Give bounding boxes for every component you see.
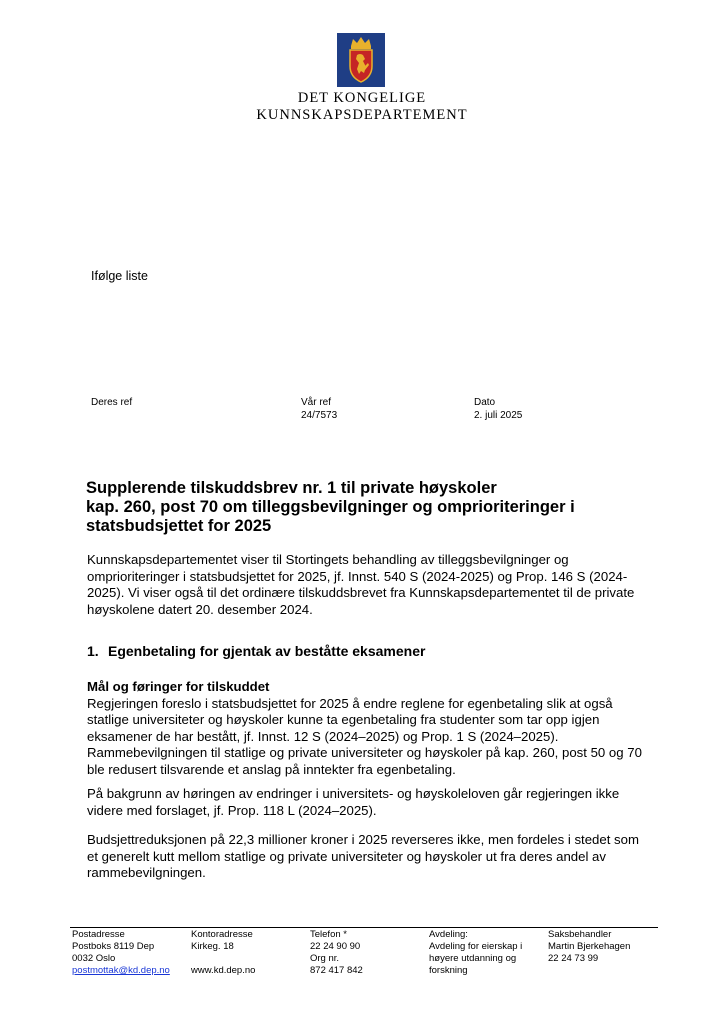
footer-telefon: Telefon * 22 24 90 90 Org nr. 872 417 842 [310,929,363,976]
section-title: Egenbetaling for gjentak av beståtte eksamener [108,643,426,659]
letter-title: Supplerende tilskuddsbrev nr. 1 til private høyskoler kap. 260, post 70 om tilleggsbevilgninger og omprioriteringer i statsbudsjettet for 2025 [86,479,575,535]
section-heading [87,643,425,659]
footer-kontoradresse: Kontoradresse Kirkeg. 18 www.kd.dep.no [191,929,256,976]
subheading: Mål og føringer for tilskuddet [87,679,270,694]
footer-divider [70,927,658,928]
section-body-2: På bakgrunn av høringen av endringer i universitets- og høyskoleloven går regjeringen ikke videre med forslaget, jf. Prop. 118 L (2024–2025). [87,786,620,818]
footer-avdeling: Avdeling: Avdeling for eierskap i høyere utdanning og forskning [429,929,523,976]
section-number: 1. [87,643,99,659]
email-link[interactable]: postmottak@kd.dep.no [72,965,170,976]
var-ref-value: 24/7573 [301,410,338,421]
deres-ref-label: Deres ref [91,397,133,408]
section-body-3: Budsjettreduksjonen på 22,3 millioner kroner i 2025 reverseres ikke, men fordeles i stedet som et generelt kutt mellom statlige og private universiteter og høyskoler ut fra deres andel av rammebevilgningen. [87,832,639,881]
var-ref-label: Vår ref [301,397,332,408]
coat-of-arms-icon [337,33,385,87]
intro-paragraph: Kunnskapsdepartementet viser til Stortingets behandling av tilleggsbevilgninger og omprioriteringer i statsbudsjettet for 2025, jf. Innst. 540 S (2024-2025) og Prop. 146 S (2024- 2025). Vi viser også til det ordinære tilskuddsbrevet fra Kunnskapsdepartementet til de private høyskolene datert 20. desember 2024. [87,552,635,617]
department-name-line2: KUNNSKAPSDEPARTEMENT [256,107,468,123]
date-label: Dato [474,397,496,408]
website-link[interactable]: www.kd.dep.no [191,965,256,976]
department-name-line1: DET KONGELIGE [297,90,427,106]
section-body-1: Mål og føringer for tilskuddet Regjeringen foreslo i statsbudsjettet for 2025 å endre reglene for egenbetaling slik at også statlige universiteter og høyskoler kunne ta egenbetaling fra studenter som tar opp igjen eksamener de har bestått, jf. Innst. 12 S (2024–2025) og Prop. 1 S (2024–2025). Rammebevilgningen til statlige og private universiteter og høyskoler på kap. 260, post 50 og 70 ble redusert tilsvarende et anslag på inntekter fra egenbetaling. [87,679,667,779]
recipient: Ifølge liste [91,269,148,283]
footer-postadresse: Postadresse Postboks 8119 Dep 0032 Oslo postmottak@kd.dep.no [72,929,170,976]
footer-saksbehandler: Saksbehandler Martin Bjerkehagen 22 24 73 99 [548,929,631,964]
date-value: 2. juli 2025 [474,410,523,421]
